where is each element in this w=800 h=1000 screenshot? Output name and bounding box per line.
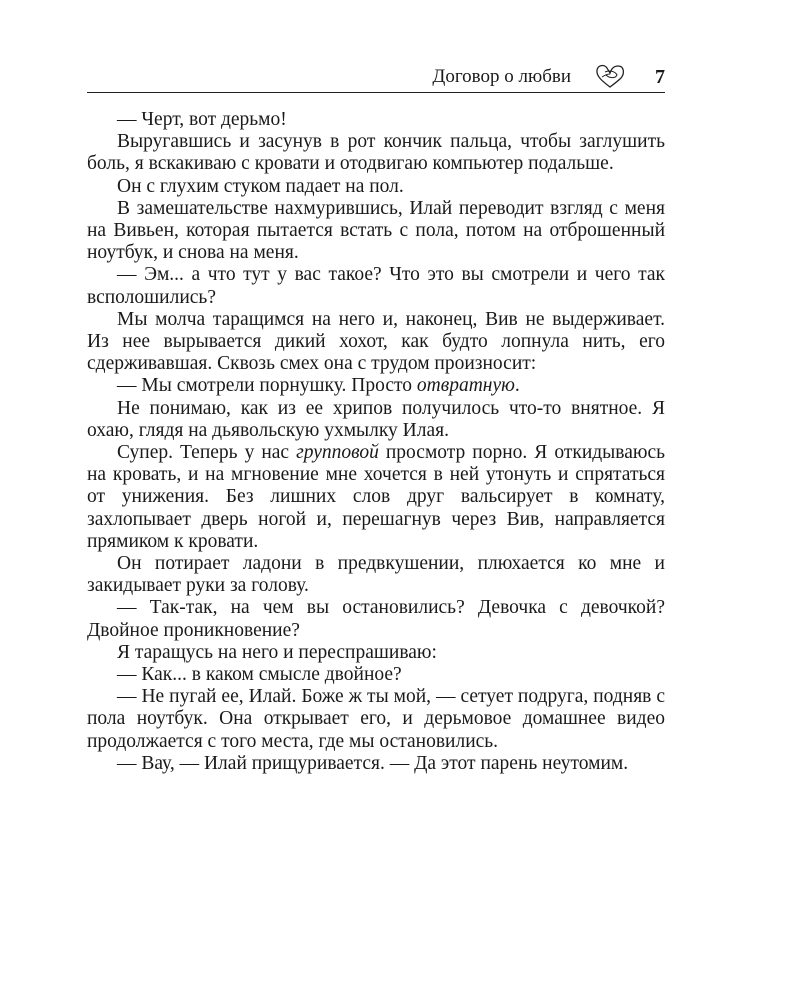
paragraph: — Как... в каком смысле двойное? <box>117 664 402 686</box>
paragraph: — Черт, вот дерьмо! <box>117 109 287 130</box>
emphasis-text: групповой <box>296 442 379 464</box>
page-number: 7 <box>655 66 665 88</box>
emphasis-text: отвратную <box>416 375 515 397</box>
running-title: Договор о любви <box>432 66 571 87</box>
paragraph: — Вау, — Илай прищуривается. — Да этот парень неутомим. <box>117 752 629 774</box>
paragraph: — Так-так, на чем вы остановились? Девочка с девочкой? Двойное проникновение? <box>87 597 665 641</box>
running-header <box>87 58 665 93</box>
paragraph: Не понимаю, как из ее хрипов получилось что-то внятное. Я охаю, глядя на дьявольскую ухмылку Илая. <box>87 397 665 441</box>
paragraph: Мы молча таращимся на него и, наконец, Вив не выдерживает. Из нее вырывается дикий хохот, как будто лопнула нить, его сдерживавшая. Сквозь смех она с трудом произносит: <box>87 308 665 375</box>
body-text <box>87 109 665 775</box>
paragraph <box>87 375 665 397</box>
text-run: — Мы смотрели порнушку. Просто <box>117 375 417 397</box>
heart-icon <box>593 62 627 90</box>
paragraph: В замешательстве нахмурившись, Илай переводит взгляд с меня на Вивьен, которая пытается встать с пола, потом на отброшенный ноутбук, и снова на меня. <box>87 197 665 264</box>
text-run: . <box>514 375 520 397</box>
paragraph: — Не пугай ее, Илай. Боже ж ты мой, — сетует подруга, подняв с пола ноутбук. Она открывает его, и дерьмовое домашнее видео продолжается с того места, где мы остановились. <box>87 686 665 752</box>
paragraph: Я таращусь на него и переспрашиваю: <box>117 641 437 663</box>
paragraph: Выругавшись и засунув в рот кончик пальца, чтобы заглушить боль, я вскакиваю с кровати и отодвигаю компьютер подальше. <box>87 131 665 175</box>
paragraph: Он потирает ладони в предвкушении, плюхается ко мне и закидывает руки за голову. <box>87 553 665 597</box>
paragraph: — Эм... а что тут у вас такое? Что это вы смотрели и чего так всполошились? <box>87 264 665 308</box>
paragraph <box>87 442 665 553</box>
text-run: Супер. Теперь у нас <box>117 442 297 464</box>
text-run: просмотр порно. Я откидываюсь на кровать, и на мгновение мне хочется в ней утонуть и спрятаться от унижения. Без лишних слов друг вальсирует в комнату, захлопывает дверь ногой и, перешагнув через Вив, направляется прямиком к кровати. <box>87 442 666 552</box>
paragraph: Он с глухим стуком падает на пол. <box>117 175 404 197</box>
